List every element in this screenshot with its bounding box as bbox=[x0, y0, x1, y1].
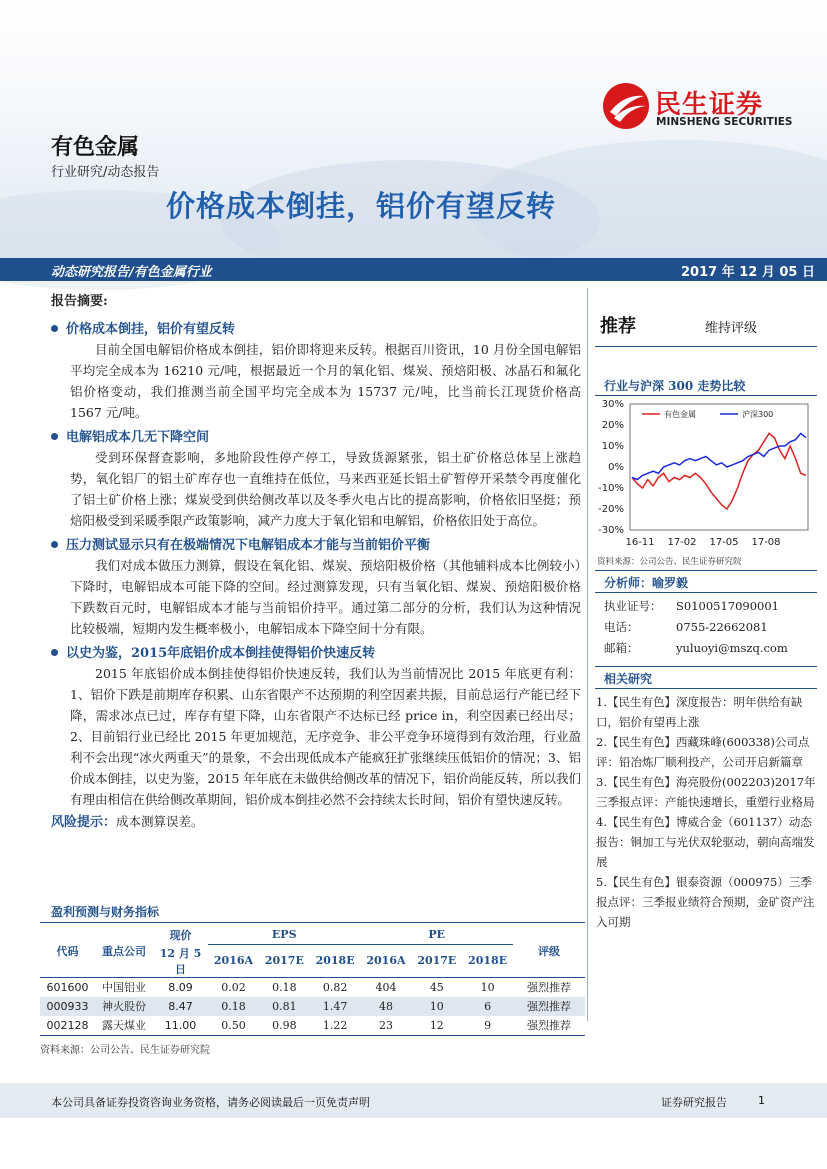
analyst-phone: 0755-22662081 bbox=[676, 620, 768, 634]
table-row: 601600 中国铝业 8.09 0.02 0.18 0.82 404 45 10 强烈推荐 bbox=[46, 980, 571, 994]
x-tick-label: 17-02 bbox=[667, 537, 697, 548]
x-tick-label: 17-05 bbox=[709, 537, 739, 548]
related-item[interactable]: 2.【民生有色】西藏珠峰(600338)公司点评：铅冶炼厂顺利投产，公司开启新篇章 bbox=[596, 735, 810, 769]
column-divider bbox=[587, 288, 588, 1021]
bullet-icon bbox=[51, 541, 58, 548]
col-year: 2018E bbox=[315, 954, 355, 968]
section-title: 压力测试显示只有在极端情况下电解铝成本才能与当前铝价平衡 bbox=[51, 534, 581, 553]
legend-label: 有色金属 bbox=[664, 410, 696, 419]
report-date: 2017 年 12 月 05 日 bbox=[681, 265, 815, 280]
section-body: 2015 年底铝价成本倒挂使得铝价快速反转，我们认为当前情况比 2015 年底更有利：1、铝价下跌是前期库存积累、山东省限产不达预期的利空因素共振，目前总运行产能已经下降，需求冰点已过，库存有望下降，山东省限产不达标已经 price in，利空因素已经出尽；2、目前铝行业已经比 2015 年更加规范，无序竞争、非公平竞争环境得到有效治理，行业盈利不会出现“冰火两重天”的景象，不会出现低成本产能疯狂扩张继续压低铝价的情况；3、铝价成本倒挂，以史为鉴，2015 年年底在未做供给侧改革的情况下，铝价尚能反转，所以我们有理由相信在供给侧改革期间，铝价成本倒挂必然不会持续太长时间，铝价有望快速反转。 bbox=[70, 666, 581, 807]
summary-body bbox=[51, 318, 581, 833]
risk-warning: 风险提示：成本测算误差。 bbox=[51, 814, 204, 830]
chart-rule bbox=[595, 395, 817, 396]
section-body: 我们对成本做压力测算，假设在氧化铝、煤炭、预焙阳极价格（其他辅料成本比例较小）下降时，电解铝成本可能下降的空间。经过测算发现，只有当氧化铝、煤炭、预焙阳极价格下跌数百元时，电解铝成本才能与当前铝价持平。通过第二部分的分析，我们认为这种情况比较极端，短期内发生概率极小，电解铝成本下降空间十分有限。 bbox=[70, 558, 581, 636]
section-title: 价格成本倒挂，铝价有望反转 bbox=[51, 318, 581, 337]
report-type: 行业研究/动态报告 bbox=[51, 165, 160, 180]
x-tick-label: 16-11 bbox=[625, 537, 655, 548]
analyst-rule bbox=[595, 570, 817, 571]
related-rule bbox=[595, 666, 817, 667]
bullet-icon bbox=[51, 325, 58, 332]
footer-disclaimer: 本公司具备证券投资咨询业务资格，请务必阅读最后一页免责声明 bbox=[51, 1096, 370, 1109]
series-line-1 bbox=[632, 433, 806, 479]
minsheng-logo-icon bbox=[602, 82, 650, 130]
col-year: 2017E bbox=[417, 954, 457, 968]
section-title: 以史为鉴，2015年底铝价成本倒挂使得铝价快速反转 bbox=[51, 642, 581, 661]
y-tick-label: 0% bbox=[608, 462, 624, 473]
table-title: 盈利预测与财务指标 bbox=[51, 905, 160, 919]
summary-label: 报告摘要: bbox=[51, 294, 108, 309]
legend-label: 沪深300 bbox=[742, 410, 774, 419]
chart-source: 资料来源：公司公告、民生证券研究院 bbox=[597, 557, 742, 567]
col-year: 2017E bbox=[264, 954, 304, 968]
y-tick-label: 20% bbox=[601, 420, 624, 431]
related-item[interactable]: 1.【民生有色】深度报告：明年供给有缺口，铝价有望再上涨 bbox=[596, 695, 803, 729]
financial-table bbox=[40, 925, 585, 1056]
x-tick-label: 17-08 bbox=[751, 537, 781, 548]
analyst-cert: S0100517090001 bbox=[676, 599, 779, 613]
related-item[interactable]: 4.【民生有色】博威合金（601137）动态报告：铜加工与光伏双轮驱动，朝向高端发展 bbox=[596, 815, 815, 869]
sector-name: 有色金属 bbox=[51, 135, 140, 160]
rating-maintain: 维持评级 bbox=[705, 321, 758, 336]
col-year: 2016A bbox=[366, 954, 406, 968]
header-band bbox=[0, 258, 827, 281]
band-label: 动态研究报告/有色金属行业 bbox=[51, 265, 212, 280]
col-pe: PE bbox=[360, 925, 513, 945]
col-price: 现价 bbox=[169, 928, 192, 942]
bullet-icon bbox=[51, 433, 58, 440]
col-price-date: 12 月 5 日 bbox=[159, 946, 202, 976]
rating-recommend: 推荐 bbox=[600, 316, 636, 337]
section-body: 目前全国电解铝价格成本倒挂，铝价即将迎来反转。根据百川资讯，10 月份全国电解铝平均完全成本为 16210 元/吨，根据最近一个月的氧化铝、煤炭、预焙阳极、冰晶石和氟化铝价格变动，我们推测当前全国平均完全成本为 15737 元/吨，比当前长江现货价格高 1567 元/吨。 bbox=[70, 342, 581, 420]
footer-label: 证券研究报告 bbox=[661, 1096, 727, 1109]
trend-chart bbox=[592, 398, 822, 554]
bullet-icon bbox=[51, 649, 58, 656]
col-code: 代码 bbox=[56, 944, 79, 958]
page-number: 1 bbox=[758, 1094, 765, 1107]
footer bbox=[0, 1083, 827, 1118]
analyst-heading: 分析师：喻罗毅 bbox=[604, 576, 689, 590]
y-tick-label: -20% bbox=[598, 504, 624, 515]
table-row: 000933 神火股份 8.47 0.18 0.81 1.47 48 10 6 强烈推荐 bbox=[40, 997, 585, 1016]
related-list bbox=[596, 692, 816, 932]
logo-text-en: MINSHENG SECURITIES bbox=[656, 116, 793, 128]
analyst-rule-2 bbox=[595, 592, 817, 593]
chart-title: 行业与沪深 300 走势比较 bbox=[604, 379, 746, 393]
rating-rule bbox=[595, 346, 817, 347]
col-rating: 评级 bbox=[538, 944, 560, 958]
related-heading: 相关研究 bbox=[604, 672, 653, 686]
chart-plot-frame bbox=[630, 404, 808, 530]
col-year: 2016A bbox=[213, 954, 254, 968]
table-rule bbox=[40, 922, 585, 923]
logo-text-cn: 民生证券 bbox=[655, 90, 764, 120]
related-item[interactable]: 5.【民生有色】银泰资源（000975）三季报点评：三季报业绩符合预期，金矿资产注入可期 bbox=[596, 875, 815, 929]
related-rule-2 bbox=[595, 688, 817, 689]
section-body: 受到环保督查影响，多地阶段性停产停工，导致货源紧张，铝土矿价格总体呈上涨趋势，氧化铝厂的铝土矿库存也一直维持在低位，马来西亚延长铝土矿暂停开采禁令再度催化了铝土矿价格上涨；煤炭受到供给侧改革以及冬季火电占比的提高影响，价格依旧坚挺；预焙阳极受到采暖季限产政策影响，减产力度大于氧化铝和电解铝，价格依旧处于高位。 bbox=[70, 450, 581, 528]
y-tick-label: 10% bbox=[601, 441, 624, 452]
related-item[interactable]: 3.【民生有色】海亮股份(002203)2017年三季报点评：产能快速增长，重塑行业格局 bbox=[596, 775, 816, 809]
analyst-email[interactable]: yuluoyi@mszq.com bbox=[676, 641, 788, 655]
y-tick-label: -30% bbox=[598, 525, 624, 536]
section-title: 电解铝成本几无下降空间 bbox=[51, 426, 581, 445]
page-title: 价格成本倒挂，铝价有望反转 bbox=[166, 189, 557, 223]
y-tick-label: 30% bbox=[601, 399, 624, 410]
table-source: 资料来源：公司公告、民生证券研究院 bbox=[40, 1044, 210, 1056]
col-company: 重点公司 bbox=[102, 944, 146, 958]
series-line-0 bbox=[632, 433, 806, 509]
y-tick-label: -10% bbox=[598, 483, 624, 494]
col-eps: EPS bbox=[208, 925, 360, 945]
col-year: 2018E bbox=[468, 954, 508, 968]
analyst-contact: 执业证号： S0100517090001 电话： 0755-22662081 邮箱： yuluoyi@mszq.com bbox=[604, 599, 788, 655]
table-row: 002128 露天煤业 11.00 0.50 0.98 1.22 23 12 9 强烈推荐 bbox=[40, 1016, 585, 1036]
